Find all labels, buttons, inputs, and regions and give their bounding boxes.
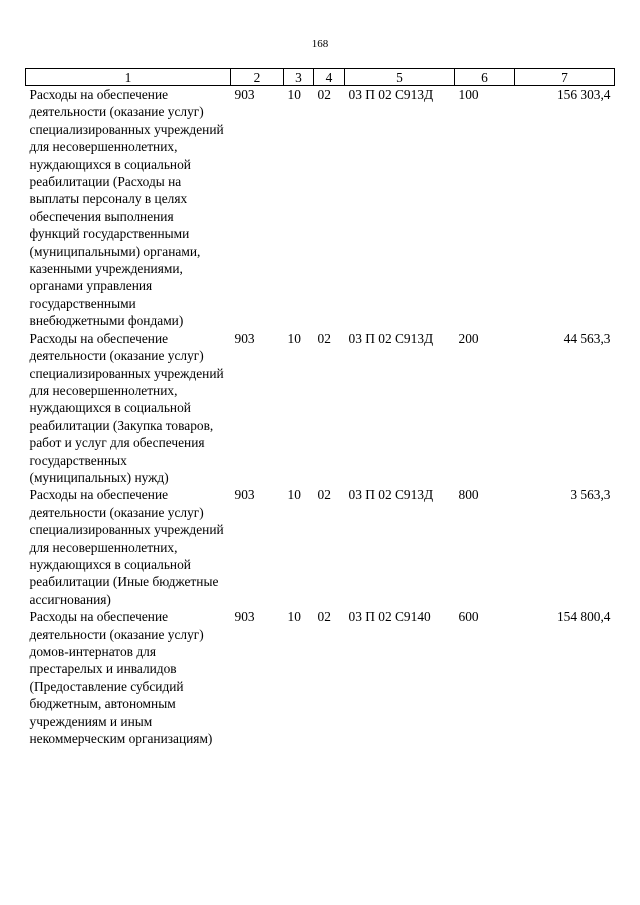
row-amount: 154 800,4 [556, 609, 611, 625]
column-header-5: 5 [345, 69, 455, 86]
table-header-row [26, 69, 615, 86]
row-section-code: 10 [287, 87, 301, 102]
row-amount: 3 563,3 [570, 487, 611, 503]
row-amount: 44 563,3 [563, 330, 611, 346]
row-subsection-code: 02 [317, 487, 331, 503]
row-subsection-code: 02 [317, 87, 331, 102]
budget-table [25, 68, 615, 747]
row-expense-type: 600 [458, 609, 479, 625]
row-expense-type: 100 [458, 87, 479, 102]
row-expense-type: 800 [458, 487, 479, 503]
table-row [26, 608, 615, 747]
row-section-code: 10 [287, 609, 301, 625]
column-header-4: 4 [314, 69, 345, 86]
row-target-article: 03 П 02 С913Д [348, 87, 434, 102]
column-header-7: 7 [515, 69, 615, 86]
column-header-1: 1 [26, 69, 231, 86]
row-ministry-code: 903 [234, 487, 255, 503]
row-section-code: 10 [287, 330, 301, 346]
table-row [26, 486, 615, 608]
column-header-2: 2 [231, 69, 284, 86]
table-row [26, 330, 615, 487]
row-target-article: 03 П 02 С9140 [348, 609, 431, 625]
row-expense-type: 200 [458, 330, 479, 346]
row-section-code: 10 [287, 487, 301, 503]
row-ministry-code: 903 [234, 609, 255, 625]
column-header-3: 3 [284, 69, 314, 86]
table-row [26, 86, 615, 330]
row-subsection-code: 02 [317, 609, 331, 625]
column-header-6: 6 [455, 69, 515, 86]
row-subsection-code: 02 [317, 330, 331, 346]
page-number: 168 [311, 38, 329, 50]
row-description: Расходы на обеспечение деятельности (оказание услуг) специализированных учреждений для несовершеннолетних, нуждающихся в социальной реабилитации (Закупка товаров, работ и услуг для обеспечения государственных (муниципальных) нужд) [29, 330, 224, 485]
row-ministry-code: 903 [234, 87, 255, 102]
row-target-article: 03 П 02 С913Д [348, 487, 434, 503]
row-description: Расходы на обеспечение деятельности (оказание услуг) домов-интернатов для престарелых и инвалидов (Предоставление субсидий бюджетным, автономным учреждениям и иным некоммерческим организациям) [29, 609, 213, 747]
row-target-article: 03 П 02 С913Д [348, 330, 434, 346]
row-description: Расходы на обеспечение деятельности (оказание услуг) специализированных учреждений для несовершеннолетних, нуждающихся в социальной реабилитации (Расходы на выплаты персоналу в целях обеспечения выполнения функций государственными (муниципальными) органами, казенными учреждениями, органами управления государственными внебюджетными фондами) [29, 87, 224, 329]
row-amount: 156 303,4 [556, 87, 611, 102]
row-description: Расходы на обеспечение деятельности (оказание услуг) специализированных учреждений для несовершеннолетних, нуждающихся в социальной реабилитации (Иные бюджетные ассигнования) [29, 487, 224, 607]
row-ministry-code: 903 [234, 330, 255, 346]
